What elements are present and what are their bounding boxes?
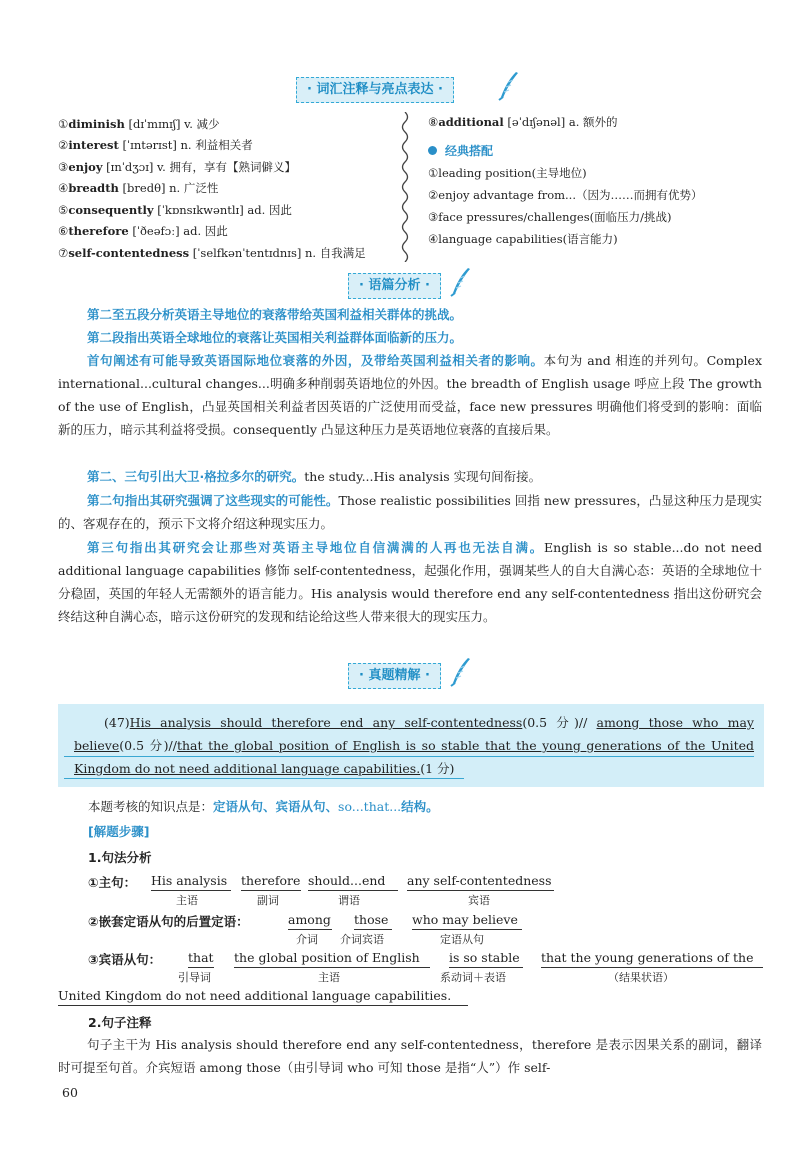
underline	[234, 967, 430, 968]
analysis-banner: · 语篇分析 ·	[348, 273, 441, 299]
syntax-tag: 副词	[257, 894, 279, 907]
underline	[449, 967, 523, 968]
underline	[241, 890, 301, 891]
bullet-icon	[428, 146, 437, 155]
row-label: ③宾语从句：	[88, 952, 162, 967]
syntax-tag: （结果状语）	[608, 971, 674, 984]
vocab-item: ⑥therefore [ˈðeəfɔː] ad. 因此	[58, 224, 228, 238]
syntax-tag: 定语从句	[440, 933, 484, 946]
quill-pen-icon	[448, 656, 472, 688]
underline	[188, 967, 214, 968]
syntax-segment: that the young generations of the	[541, 950, 754, 965]
analysis-paragraph: 第二句指出其研究强调了这些现实的可能性。Those realistic possibilities 回指 new pressures，凸显这种压力是现实的、客观存在的，预示下文将介绍这种现实压力。	[58, 493, 762, 531]
collocation-item: ④language capabilities(语言能力)	[428, 232, 618, 246]
quill-pen-icon	[496, 70, 520, 102]
underline	[308, 890, 398, 891]
answer-rule	[64, 778, 464, 779]
steps-label: [解题步骤]	[88, 824, 150, 839]
exam-banner: · 真题精解 ·	[348, 663, 441, 689]
page-number: 60	[62, 1085, 78, 1100]
syntax-tag: 宾语	[468, 894, 490, 907]
analysis-paragraph: 第三句指出其研究会让那些对英语主导地位自信满满的人再也无法自满。English is so stable...do not need additional language capabilities 修饰 self-contentedness，起强化作用，强调某些人的自大自满心态：英语的全球地位十分稳固，英国的年轻人无需额外的语言能力。His analysis would therefore end any self-contentedness 指出这份研究会终结这种自满心态，暗示这份研究的发现和结论给这些人带来很大的现实压力。	[58, 540, 762, 624]
vocab-item: ⑤consequently [ˈkɒnsɪkwəntlɪ] ad. 因此	[58, 203, 292, 217]
collocation-item: ③face pressures/challenges(面临压力/挑战)	[428, 210, 672, 224]
vocab-banner: · 词汇注释与亮点表达 ·	[296, 77, 454, 103]
answer-box	[58, 704, 764, 787]
analysis-paragraph: 首句阐述有可能导致英语国际地位衰落的外因，及带给英国利益相关者的影响。本句为 and 相连的并列句。Complex international...cultural changes...明确多种削弱英语地位的外因。the breadth of English usage 呼应上段 The growth of the use of English，凸显英国相关利益者因英语的广泛使用而受益，face new pressures 明确他们将受到的影响：面临新的压力，暗示其利益将受损。consequently 凸显这种压力是英语地位衰落的直接后果。	[58, 353, 762, 437]
syntax-tag: 介词	[296, 933, 318, 946]
syntax-segment: should...end	[308, 873, 386, 888]
collocation-item: ①leading position(主导地位)	[428, 166, 587, 180]
collocation-item: ②enjoy advantage from...（因为……而拥有优势）	[428, 188, 703, 202]
underline	[412, 929, 522, 930]
vocab-item: ②interest [ˈɪntərɪst] n. 利益相关者	[58, 138, 253, 152]
note-paragraph: 句子主干为 His analysis should therefore end any self-contentedness，therefore 是表示因果关系的副词，翻译时可提至句首。介宾短语 among those（由引导词 who 可知 those 是指“人”）作 self-	[58, 1037, 762, 1075]
syntax-segment: is so stable	[449, 950, 520, 965]
syntax-segment: who may believe	[412, 912, 518, 927]
solution-intro: 本题考核的知识点是：定语从句、宾语从句、so...that...结构。	[88, 799, 439, 814]
quill-pen-icon	[448, 266, 472, 298]
vocab-item: ⑧additional [əˈdɪʃənəl] a. 额外的	[428, 115, 618, 129]
answer-rule	[64, 756, 754, 757]
vocab-item: ③enjoy [ɪnˈdʒɔɪ] v. 拥有，享有【熟词僻义】	[58, 160, 296, 174]
syntax-segment: that	[188, 950, 214, 965]
underline	[288, 929, 332, 930]
wavy-divider	[398, 112, 412, 262]
syntax-tag: 系动词＋表语	[440, 971, 506, 984]
section-heading: 1.句法分析	[88, 850, 152, 865]
syntax-segment: the global position of English	[234, 950, 420, 965]
underline	[407, 890, 554, 891]
analysis-paragraph: 第二、三句引出大卫·格拉多尔的研究。the study...His analysis 实现句间衔接。	[87, 469, 542, 484]
row-label: ①主句：	[88, 875, 137, 890]
analysis-paragraph: 第二至五段分析英语主导地位的衰落带给英国利益相关群体的挑战。	[87, 307, 463, 322]
section-heading: 2.句子注释	[88, 1015, 152, 1030]
vocab-item: ⑦self-contentedness [ˈselfkənˈtentɪdnɪs] n. 自我满足	[58, 246, 366, 260]
analysis-paragraph: 第二段指出英语全球地位的衰落让英国相关利益群体面临新的压力。	[87, 330, 463, 345]
syntax-segment: His analysis	[151, 873, 228, 888]
vocab-item: ①diminish [dɪˈmɪnɪʃ] v. 减少	[58, 117, 220, 131]
collocation-heading: 经典搭配	[428, 142, 493, 160]
syntax-segment: among	[288, 912, 331, 927]
syntax-tag: 谓语	[338, 894, 360, 907]
syntax-tag: 主语	[318, 971, 340, 984]
underline	[58, 1005, 468, 1006]
underline	[354, 929, 392, 930]
syntax-tag: 引导词	[178, 971, 211, 984]
syntax-segment: any self-contentedness	[407, 873, 552, 888]
vocab-item: ④breadth [bredθ] n. 广泛性	[58, 181, 219, 195]
syntax-tag: 主语	[176, 894, 198, 907]
syntax-segment: those	[354, 912, 389, 927]
row-label: ②嵌套定语从句的后置定语：	[88, 914, 249, 929]
underline	[541, 967, 763, 968]
syntax-segment: therefore	[241, 873, 301, 888]
answer-text: (47)His analysis should therefore end any self-contentedness(0.5 分)// among those who may believe(0.5 分)//that the global position of English is so stable that the young generations of the United Kingdom do not need additional language capabilities.(1 分)	[74, 715, 755, 776]
underline	[151, 890, 231, 891]
syntax-tag: 介词宾语	[340, 933, 384, 946]
syntax-segment: United Kingdom do not need additional language capabilities.	[58, 988, 452, 1003]
